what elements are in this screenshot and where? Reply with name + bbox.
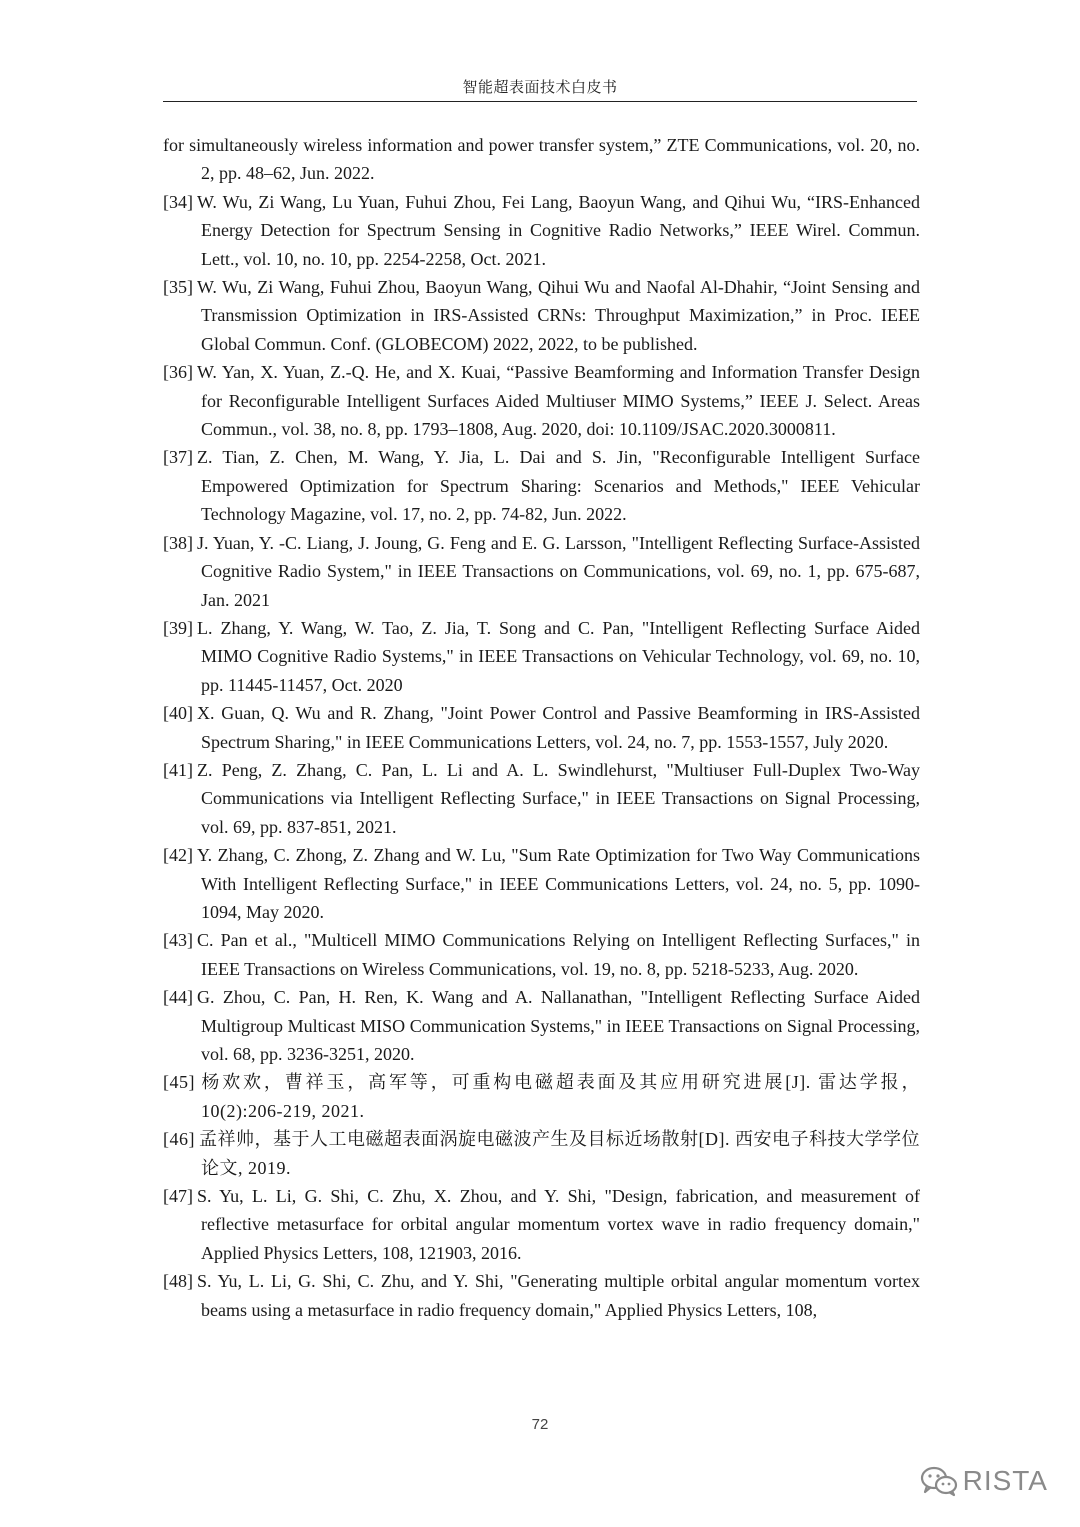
reference-text: W. Wu, Zi Wang, Lu Yuan, Fuhui Zhou, Fei Lang, Baoyun Wang, and Qihui Wu, “IRS-Enhanced Energy Detection for Spectrum Sensing in Cognitive Radio Networks,” IEEE Wirel. Commun. Lett., vol. 10, no. 10, pp. 2254-2258, Oct. 2021. [197,191,920,269]
reference-entry [163,131,920,188]
reference-entry [163,983,920,1068]
reference-entry [163,614,920,699]
reference-text: C. Pan et al., "Multicell MIMO Communications Relying on Intelligent Reflecting Surfaces," in IEEE Transactions on Wireless Communications, vol. 19, no. 8, pp. 5218-5233, Aug. 2020. [197,930,920,979]
reference-entry [163,1267,920,1324]
reference-number: [34] [163,191,193,212]
reference-text: for simultaneously wireless information and power transfer system,” ZTE Communications, vol. 20, no. 2, pp. 48–62, Jun. 2022. [163,135,920,184]
reference-text: J. Yuan, Y. -C. Liang, J. Joung, G. Feng and E. G. Larsson, "Intelligent Reflecting Surface-Assisted Cognitive Radio System," in IEEE Transactions on Communications, vol. 69, no. 1, pp. 675-687, Jan. 2021 [197,532,920,610]
reference-text: X. Guan, Q. Wu and R. Zhang, "Joint Power Control and Passive Beamforming in IRS-Assisted Spectrum Sharing," in IEEE Communications Letters, vol. 24, no. 7, pp. 1553-1557, July 2020. [197,703,920,752]
reference-entry [163,1182,920,1267]
page-header-title: 智能超表面技术白皮书 [462,78,618,96]
reference-number: [41] [163,759,193,780]
reference-number: [37] [163,447,193,468]
reference-text: W. Wu, Zi Wang, Fuhui Zhou, Baoyun Wang, Qihui Wu and Naofal Al-Dhahir, “Joint Sensing and Transmission Optimization in IRS-Assisted CRNs: Throughput Maximization,” in Proc. IEEE Global Commun. Conf. (GLOBECOM) 2022, 2022, to be published. [197,277,920,354]
reference-number: [38] [163,532,193,553]
wechat-icon [919,1465,959,1497]
reference-entry [163,1125,920,1182]
reference-text: W. Yan, X. Yuan, Z.-Q. He, and X. Kuai, “Passive Beamforming and Information Transfer Design for Reconfigurable Intelligent Surfaces Aided Multiuser MIMO Systems,” IEEE J. Select. Areas Commun., vol. 38, no. 8, pp. 1793–1808, Aug. 2020, doi: 10.1109/JSAC.2020.3000811. [197,362,920,440]
reference-number: [44] [163,987,193,1008]
reference-entry [163,529,920,614]
reference-text: Z. Peng, Z. Zhang, C. Pan, L. Li and A. L. Swindlehurst, "Multiuser Full-Duplex Two-Way Communications via Intelligent Reflecting Surface," in IEEE Transactions on Signal Processing, vol. 69, pp. 837-851, 2021. [197,759,920,837]
reference-entry [163,188,920,273]
reference-entry [163,273,920,358]
reference-text: L. Zhang, Y. Wang, W. Tao, Z. Jia, T. Song and C. Pan, "Intelligent Reflecting Surface Aided MIMO Cognitive Radio Systems," in IEEE Transactions on Vehicular Technology, vol. 69, no. 10, pp. 11445-11457, Oct. 2020 [197,617,920,695]
reference-text: 孟祥帅，基于人工电磁超表面涡旋电磁波产生及目标近场散射[D]. 西安电子科技大学学位论文, 2019. [199,1129,920,1178]
reference-text: G. Zhou, C. Pan, H. Ren, K. Wang and A. Nallanathan, "Intelligent Reflecting Surface Aided Multigroup Multicast MISO Communication Systems," in IEEE Transactions on Signal Processing, vol. 68, pp. 3236-3251, 2020. [197,987,920,1064]
reference-number: [40] [163,703,193,724]
reference-text: 杨欢欢，曹祥玉，高军等，可重构电磁超表面及其应用研究进展[J]. 雷达学报，10(2):206-219, 2021. [199,1072,920,1121]
reference-entry [163,756,920,841]
reference-number: [43] [163,930,193,951]
reference-entry [163,699,920,756]
reference-number: [36] [163,362,193,383]
reference-entry [163,358,920,443]
reference-number: [35] [163,277,193,298]
reference-text: S. Yu, L. Li, G. Shi, C. Zhu, X. Zhou, and Y. Shi, "Design, fabrication, and measurement of reflective metasurface for orbital angular momentum vortex wave in radio frequency domain," Applied Physics Letters, 108, 121903, 2016. [197,1186,920,1263]
page-number: 72 [531,1416,549,1433]
header-divider [163,101,917,102]
reference-number: [46] [163,1129,195,1150]
reference-text: Y. Zhang, C. Zhong, Z. Zhang and W. Lu, "Sum Rate Optimization for Two Way Communications With Intelligent Reflecting Surface," in IEEE Communications Letters, vol. 24, no. 5, pp. 1090-1094, May 2020. [197,845,920,922]
reference-entry [163,926,920,983]
reference-number: [48] [163,1271,193,1292]
reference-number: [42] [163,845,193,866]
reference-entry [163,443,920,528]
reference-text: Z. Tian, Z. Chen, M. Wang, Y. Jia, L. Dai and S. Jin, "Reconfigurable Intelligent Surface Empowered Optimization for Spectrum Sharing: Scenarios and Methods," IEEE Vehicular Technology Magazine, vol. 17, no. 2, pp. 74-82, Jun. 2022. [197,447,920,525]
reference-text: S. Yu, L. Li, G. Shi, C. Zhu, and Y. Shi, "Generating multiple orbital angular momentum vortex beams using a metasurface in radio frequency domain," Applied Physics Letters, 108, [197,1271,920,1320]
watermark-text: RISTA [962,1465,1048,1496]
watermark [919,1465,1048,1497]
reference-list [163,131,920,1324]
reference-number: [47] [163,1186,193,1207]
reference-number: [39] [163,617,193,638]
reference-number: [45] [163,1072,195,1093]
reference-entry [163,841,920,926]
reference-entry [163,1068,920,1125]
